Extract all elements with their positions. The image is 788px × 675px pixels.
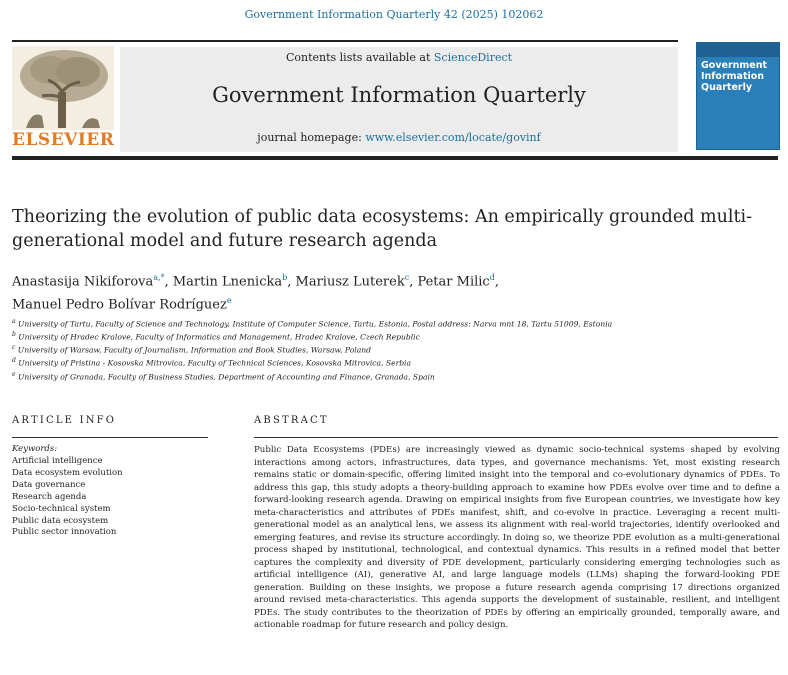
journal-cover-thumbnail[interactable] — [696, 42, 780, 150]
author-name[interactable]: Anastasija Nikiforova — [12, 274, 154, 290]
author-name[interactable]: Petar Milic — [417, 274, 490, 290]
affiliation-item — [12, 356, 752, 369]
author-separator: , — [287, 274, 296, 290]
affiliation-list — [12, 317, 752, 383]
affiliation-text: University of Pristina - Kosovska Mitrovica, Faculty of Technical Sciences, Kosovska Mitrovica, Serbia — [15, 358, 412, 368]
author-affiliation-mark[interactable]: b — [282, 273, 288, 282]
keyword-item: Data governance — [12, 479, 86, 490]
journal-reference[interactable]: Government Information Quarterly 42 (2025) 102062 — [244, 8, 544, 21]
elsevier-wordmark: ELSEVIER — [12, 130, 115, 150]
author-affiliation-mark[interactable]: c — [404, 273, 410, 282]
author-affiliation-mark[interactable]: e — [226, 296, 232, 306]
affiliation-text: University of Hradec Kralove, Faculty of Informatics and Management, Hradec Kralove, Czech Republic — [15, 332, 420, 342]
affiliation-item — [12, 330, 752, 343]
journal-banner — [120, 47, 678, 152]
contents-line — [120, 51, 678, 64]
keyword-item: Data ecosystem evolution — [12, 467, 123, 478]
author-separator: , — [494, 274, 499, 290]
sciencedirect-link[interactable]: ScienceDirect — [433, 51, 513, 64]
affiliation-item — [12, 317, 752, 330]
abstract-heading: ABSTRACT — [254, 415, 329, 426]
elsevier-tree-icon — [12, 46, 114, 130]
author-name[interactable]: Martin Lnenicka — [172, 274, 283, 290]
affiliation-mark: e — [12, 370, 16, 378]
affiliation-text: University of Warsaw, Faculty of Journalism, Information and Book Studies, Warsaw, Poland — [15, 345, 371, 355]
contents-prefix: Contents lists available at — [285, 51, 434, 64]
affiliation-mark: a — [12, 318, 16, 325]
author-affiliation-mark[interactable]: d — [489, 273, 495, 282]
header-top-rule — [12, 40, 678, 42]
affiliation-mark: d — [12, 357, 16, 365]
keyword-item: Public data ecosystem — [12, 515, 109, 526]
author-separator: , — [164, 274, 173, 290]
affiliation-text: University of Granada, Faculty of Business Studies, Department of Accounting and Finance, Granada, Spain — [15, 372, 435, 382]
keyword-item: Artificial intelligence — [12, 456, 103, 466]
cover-title: Government Information Quarterly — [701, 60, 768, 93]
abstract-rule — [254, 437, 778, 438]
author-name[interactable]: Manuel Pedro Bolívar Rodríguez — [12, 297, 227, 313]
affiliation-text: University of Tartu, Faculty of Science and Technology, Institute of Computer Science, Tartu, Estonia, Postal address: Narva mnt 18, Tartu 51009, Estonia — [15, 319, 613, 329]
article-title: Theorizing the evolution of public data ecosystems: An empirically grounded multi-generational model and future research agenda — [12, 207, 752, 251]
journal-homepage-link[interactable]: www.elsevier.com/locate/govinf — [365, 131, 541, 144]
header-bottom-rule — [12, 156, 778, 160]
affiliation-mark: c — [12, 344, 16, 352]
affiliation-item — [12, 370, 752, 383]
keyword-item: Socio-technical system — [12, 503, 111, 514]
cover-band — [697, 43, 779, 57]
keyword-item: Public sector innovation — [12, 527, 117, 538]
author-list — [12, 268, 752, 315]
article-info-rule — [12, 437, 208, 438]
author-affiliation-mark[interactable]: a,* — [153, 273, 165, 282]
keyword-item: Research agenda — [12, 491, 87, 502]
article-info-heading: ARTICLE INFO — [12, 415, 117, 426]
keyword-list — [12, 456, 208, 539]
homepage-line — [120, 131, 678, 144]
author-separator: , — [409, 274, 418, 290]
abstract-text: Public Data Ecosystems (PDEs) are increasingly viewed as dynamic socio-technical systems shaped by evolving interactions among actors, infrastructures, data types, and governance mechanisms. Yet, most existing research remains static or domain-specific, offering limited insight into the temporal and co-evolutionary dynamics of PDEs. To address this gap, this study adopts a theory-building approach to examine how PDEs evolve over time and to define a forward-looking research agenda. Drawing on empirical insights from five European countries, we investigate how key meta-characteristics and attributes of PDEs manifest, shift, and co-evolve in practice. Leveraging a recent multi-generational model as an analytical lens, we assess its alignment with real-world trajectories, identify overlooked and emerging features, and revise its structure accordingly. In doing so, we theorize PDE evolution as a multi-generational process shaped by institutional, technological, and contextual dynamics. This results in a refined model that better captures the complexity and diversity of PDE development, particularly considering emerging technologies such as artificial intelligence (AI), generative AI, and large language models (LLMs) shaping the forward-looking PDE generation. Building on these insights, we propose a future research agenda comprising 17 directions organized around revised meta-characteristics. This agenda supports the development of sustainable, resilient, and intelligent PDEs. The study contributes to the theorization of PDEs by offering an empirically grounded, temporally aware, and actionable roadmap for future research and policy design. — [254, 445, 780, 630]
author-name[interactable]: Mariusz Luterek — [295, 274, 405, 290]
journal-title[interactable]: Government Information Quarterly — [212, 83, 586, 107]
affiliation-item — [12, 343, 752, 356]
homepage-prefix: journal homepage: — [257, 131, 366, 144]
keywords-label: Keywords: — [12, 444, 58, 454]
affiliation-mark: b — [12, 331, 16, 339]
